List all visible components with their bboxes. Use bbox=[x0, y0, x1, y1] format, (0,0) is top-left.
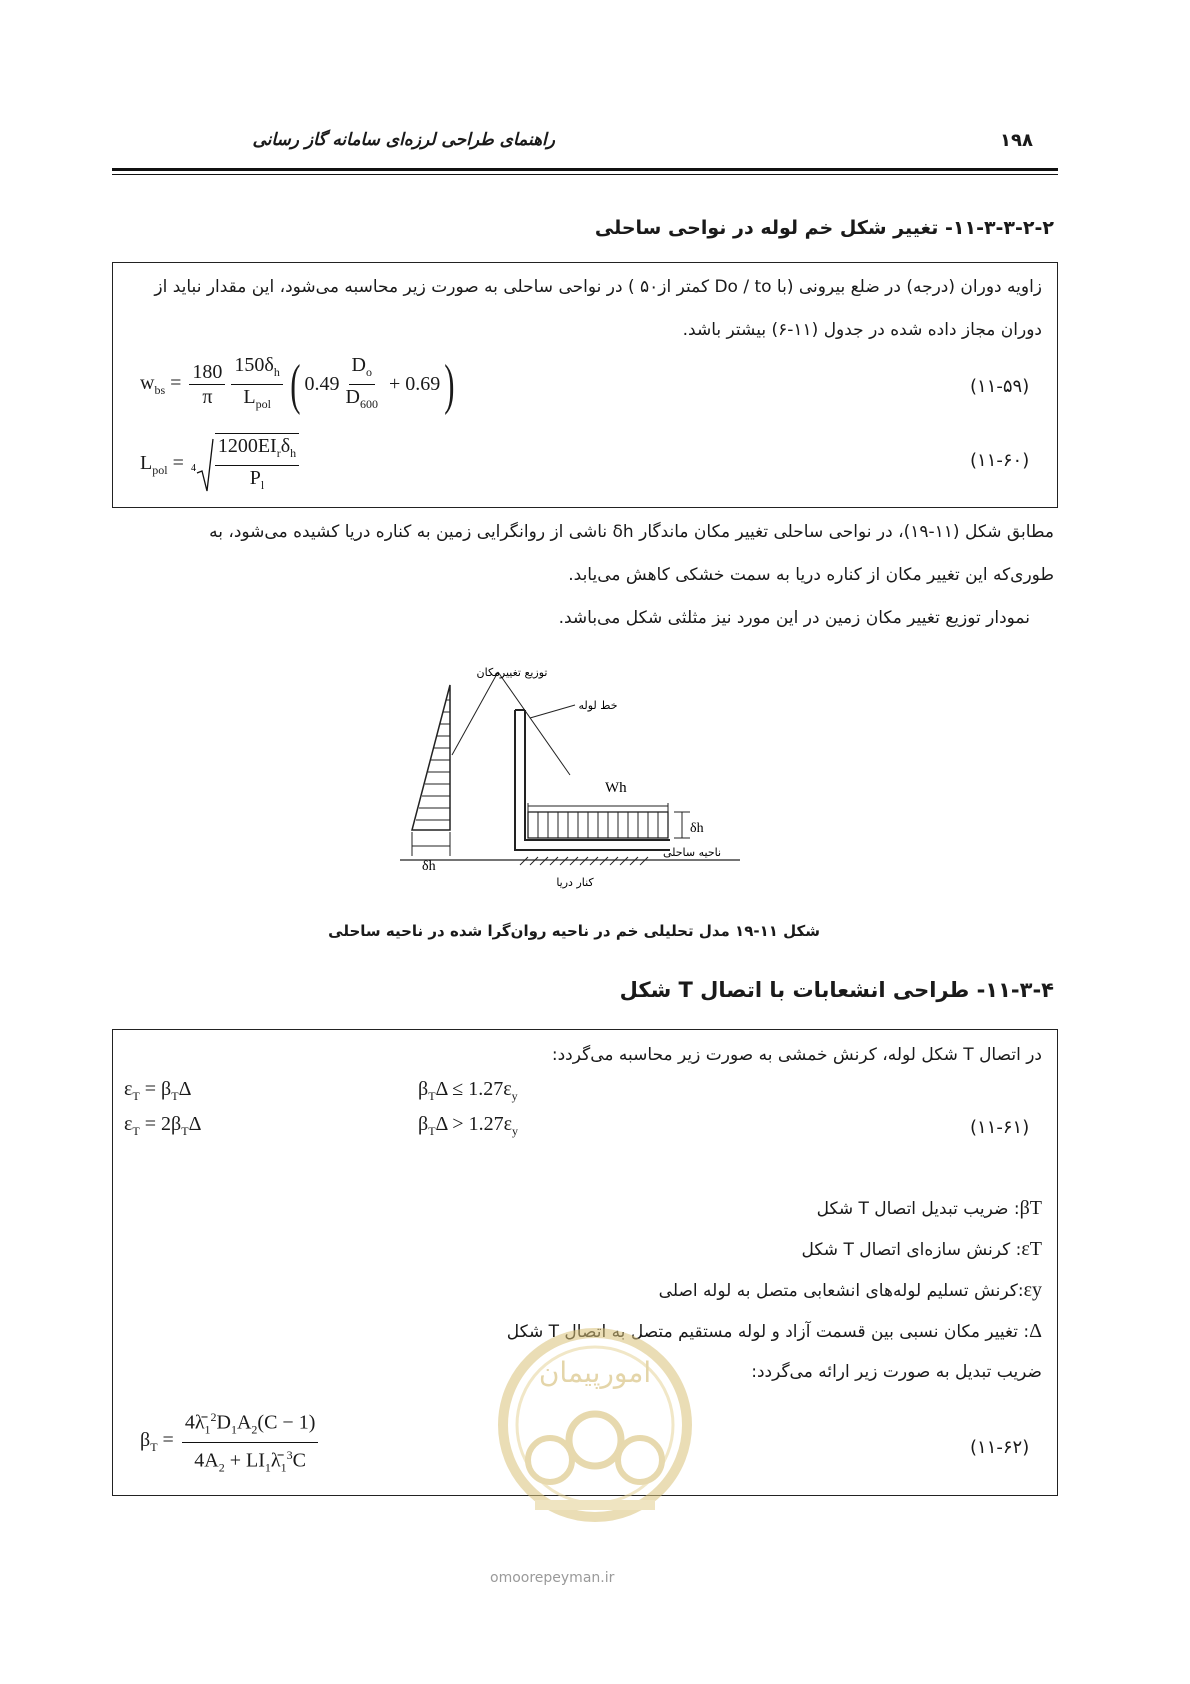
paragraph: نمودار توزیع تغییر مکان زمین در این مورد نیز مثلثی شکل می‌باشد. bbox=[558, 608, 1030, 628]
equation-number: (۱۱-۶۰) bbox=[970, 450, 1030, 471]
definition-item bbox=[817, 1188, 1042, 1229]
header-rule-thin bbox=[112, 174, 1058, 175]
equation-62: $\beta_T$ = $\frac{4\lambdā_1^2D_1A_2(C - 1)}{4A_2 + LI_1\lambdā_1^3C}$ bbox=[140, 1405, 321, 1479]
paragraph: زاویه دوران (درجه) در ضلع بیرونی (با Do / to کمتر از۵۰ ) در نواحی ساحلی به صورت زیر محاسبه می‌شود، این مقدار نباید از bbox=[154, 277, 1042, 297]
definition-text: :کرنش تسلیم لوله‌های انشعابی متصل به لوله اصلی bbox=[658, 1281, 1024, 1301]
paragraph: در اتصال T شکل لوله، کرنش خمشی به صورت زیر محاسبه می‌گردد: bbox=[551, 1045, 1042, 1065]
label-delta-h-right: δh bbox=[690, 821, 704, 836]
fourth-root-sign bbox=[189, 437, 215, 493]
equation-59: $w_{bs}$ = $\frac{180}{\pi}$ $\frac{150\delta_h}{L_{pol}}$ ( 0.49 $\frac{D_o}{D_{600}}$ + 0.69 ) bbox=[140, 353, 455, 416]
section-heading: ۱۱-۳-۴- طراحی انشعابات با اتصال T شکل bbox=[619, 978, 1054, 1002]
definition-symbol: βT bbox=[1019, 1197, 1042, 1219]
watermark-url: omoorepeyman.ir bbox=[490, 1570, 615, 1586]
equation-61-case-2: $\varepsilon_T = 2\beta_T\Delta$ bbox=[124, 1113, 202, 1138]
bend-analysis-figure bbox=[400, 660, 780, 910]
section-heading: ۱۱-۳-۳-۲-۲- تغییر شکل خم لوله در نواحی ساحلی bbox=[594, 217, 1054, 239]
definition-item bbox=[659, 1270, 1042, 1311]
watermark-brand: امورپیمان bbox=[538, 1356, 652, 1389]
paragraph: طوری‌که این تغییر مکان از کناره دریا به سمت خشکی کاهش می‌یابد. bbox=[568, 565, 1054, 585]
definition-symbol: εy bbox=[1023, 1279, 1042, 1301]
page-number: ۱۹۸ bbox=[1000, 130, 1033, 151]
definition-item bbox=[802, 1229, 1042, 1270]
header-rule bbox=[112, 168, 1058, 171]
definition-symbol: Δ bbox=[1029, 1320, 1042, 1342]
label-distribution: توزیع تغییرمکان bbox=[476, 666, 548, 679]
equation-61-condition-2: $\beta_T\Delta > 1.27\varepsilon_y$ bbox=[418, 1113, 518, 1138]
paragraph: دوران مجاز داده شده در جدول (۱۱-۶) بیشتر باشد. bbox=[682, 320, 1042, 340]
definition-text: : ضریب تبدیل اتصال T شکل bbox=[816, 1199, 1020, 1219]
equation-number: (۱۱-۶۲) bbox=[970, 1437, 1030, 1458]
figure-caption: شکل ۱۱-۱۹ مدل تحلیلی خم در ناحیه روان‌گرا شده در ناحیه ساحلی bbox=[328, 922, 820, 940]
label-delta-h-left: δh bbox=[422, 859, 436, 874]
label-pipeline: خط لوله bbox=[578, 699, 618, 712]
running-header-title: راهنمای طراحی لرزه‌ای سامانه گاز رسانی bbox=[252, 130, 555, 150]
definition-text: : تغییر مکان نسبی بین قسمت آزاد و لوله مستقیم متصل به اتصال T شکل bbox=[506, 1322, 1030, 1342]
equation-61-case-1: $\varepsilon_T = \beta_T\Delta$ bbox=[124, 1078, 192, 1103]
equation-number: (۱۱-۵۹) bbox=[970, 376, 1030, 397]
definition-text: : کرنش سازه‌ای اتصال T شکل bbox=[801, 1240, 1022, 1260]
equation-60: $L_{pol}$ = 4 $\frac{1200EI_r\delta_h}{P_l}$ bbox=[140, 433, 302, 497]
watermark-logo bbox=[495, 1320, 695, 1560]
equation-number: (۱۱-۶۱) bbox=[970, 1117, 1030, 1138]
definition-symbol: εT bbox=[1021, 1238, 1042, 1260]
paragraph: مطابق شکل (۱۱-۱۹)، در نواحی ساحلی تغییر مکان ماندگار δh ناشی از روانگرایی زمین به کناره دریا کشیده می‌شود، به bbox=[209, 522, 1054, 542]
label-wh: Wh bbox=[605, 780, 627, 796]
paragraph: ضریب تبدیل به صورت زیر ارائه می‌گردد: bbox=[751, 1362, 1042, 1382]
svg-text:4: 4 bbox=[190, 463, 196, 474]
label-sea-side: کنار دریا bbox=[556, 876, 594, 889]
label-coastal-zone: ناحیه ساحلی bbox=[662, 846, 722, 859]
equation-61-condition-1: $\beta_T\Delta \le 1.27\varepsilon_y$ bbox=[418, 1078, 518, 1103]
